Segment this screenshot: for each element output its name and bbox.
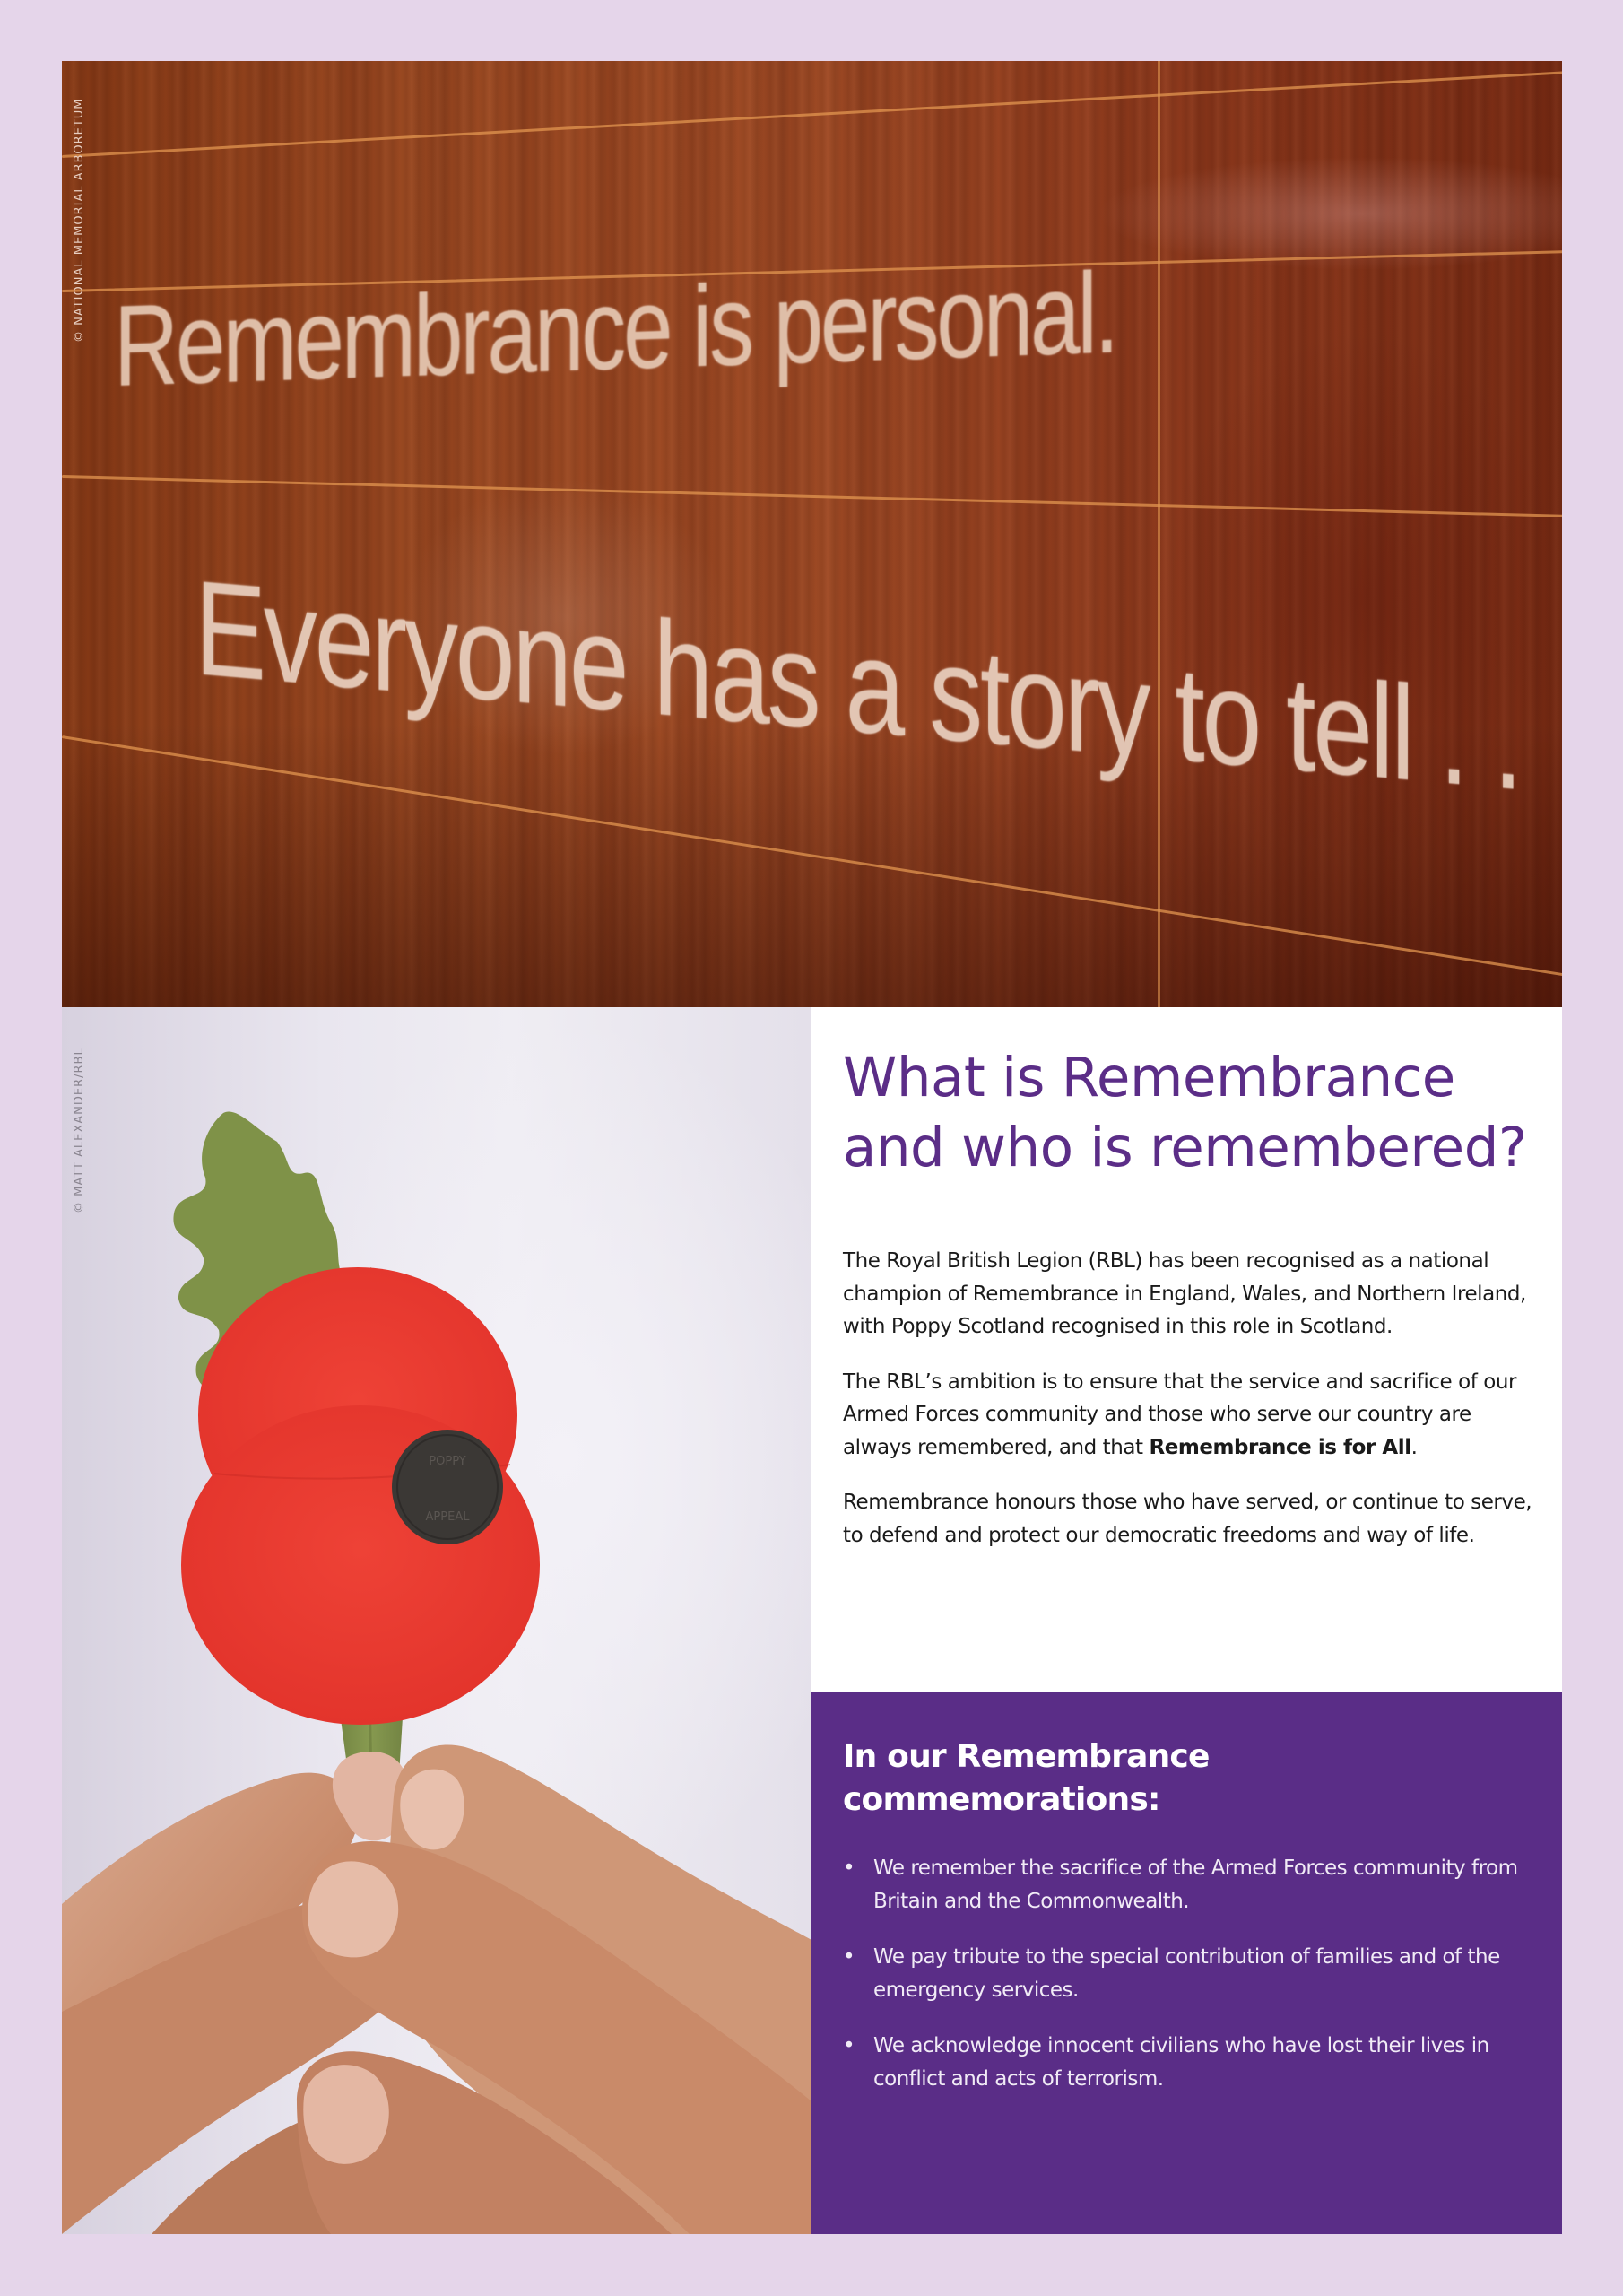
bullet-icon: • xyxy=(843,1945,855,1969)
commemorations-list xyxy=(843,1852,1524,2118)
list-item xyxy=(843,2030,1524,2096)
hero-photo-memorial-wall xyxy=(62,61,1562,1007)
paragraph-rbl-recognition: The Royal British Legion (RBL) has been recognised as a national champion of Remembrance in England, Wales, and Northern Ireland, with Poppy Scotland recognised in this role in Scotland. xyxy=(843,1249,1526,1338)
wall-inscription-line1: Remembrance is personal. xyxy=(114,248,1117,411)
list-item-text: We acknowledge innocent civilians who have lost their lives in conflict and acts of terrorism. xyxy=(873,2034,1489,2091)
wood-panel-seam xyxy=(62,70,1562,158)
list-item xyxy=(843,1852,1524,1918)
page-title-line1: What is Remembrance xyxy=(843,1046,1455,1109)
article-section xyxy=(812,1007,1562,1692)
document-page xyxy=(62,61,1562,2234)
paragraph-remembrance-honours: Remembrance honours those who have served, or continue to serve, to defend and protect our democratic freedoms and way of life. xyxy=(843,1491,1532,1547)
poppy-in-hands-illustration xyxy=(62,1007,812,2234)
hands xyxy=(62,1744,812,2234)
bullet-icon: • xyxy=(843,1857,855,1880)
photo-credit-poppy: © MATT ALEXANDER/RBL xyxy=(73,1048,86,1213)
wood-panel-seam xyxy=(62,475,1562,517)
photo-credit-hero: © NATIONAL MEMORIAL ARBORETUM xyxy=(73,98,86,343)
poppy-center-text-bottom: APPEAL xyxy=(425,1510,470,1524)
list-item xyxy=(843,1941,1524,2007)
commemorations-title: In our Remembrance commemorations: xyxy=(843,1738,1210,1818)
wood-panel-seam xyxy=(1158,61,1160,1007)
page-title xyxy=(843,1043,1551,1183)
wall-inscription-line2: Everyone has a story to tell . . xyxy=(195,552,1521,819)
page-title-line2: and who is remembered? xyxy=(843,1116,1527,1179)
list-item-text: We pay tribute to the special contribution of families and of the emergency services. xyxy=(873,1945,1500,2002)
poppy-center-button xyxy=(392,1430,503,1544)
poppy-center-text-top: POPPY xyxy=(429,1455,466,1468)
paragraph-text: The RBL’s ambition is to ensure that the service and sacrifice of our Armed Forces community and those who serve our country are always remembered, and that xyxy=(843,1370,1516,1459)
list-item-text: We remember the sacrifice of the Armed Forces community from Britain and the Commonwealth. xyxy=(873,1857,1518,1913)
poppy-photo xyxy=(62,1007,812,2234)
paragraph-text: . xyxy=(1410,1435,1418,1459)
paragraph-rbl-ambition xyxy=(843,1366,1533,1465)
emphasis-remembrance-for-all: Remembrance is for All xyxy=(1149,1435,1411,1459)
article-body xyxy=(843,1245,1533,1574)
commemorations-callout xyxy=(812,1692,1562,2234)
bullet-icon: • xyxy=(843,2034,855,2057)
